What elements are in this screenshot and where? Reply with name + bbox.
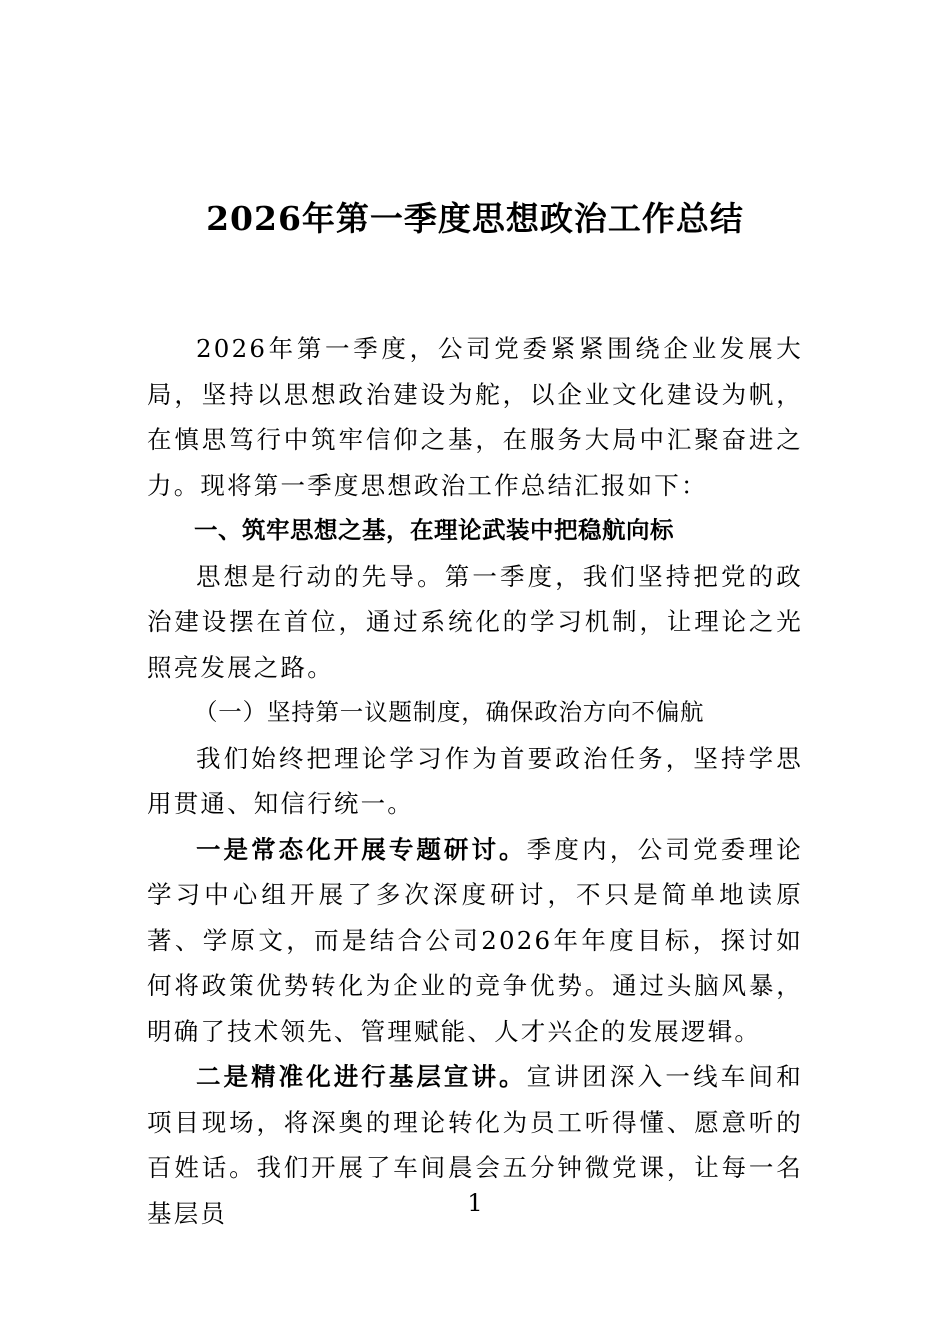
subsection-heading-1: （一）坚持第一议题制度，确保政治方向不偏航	[194, 698, 705, 726]
paragraph-text: 2026年第一季度，公司党委紧紧围绕企业发展大局，坚持以思想政治建设为舵，以企业文化建设为帆，在慎思笃行中筑牢信仰之基，在服务大局中汇聚奋进之力。现将第一季度思想政治工作总结汇报如下：	[147, 334, 803, 500]
section-heading-1: 一、筑牢思想之基，在理论武装中把稳航向标	[194, 516, 674, 544]
paragraph-text: 季度内，公司党委理论学习中心组开展了多次深度研讨，不只是简单地读原著、学原文，而是结合公司2026年年度目标，探讨如何将政策优势转化为企业的竞争优势。通过头脑风暴，明确了技术领先、管理赋能、人才兴企的发展逻辑。	[147, 834, 804, 1046]
document-title: 2026年第一季度思想政治工作总结	[206, 199, 744, 238]
intro-paragraph	[147, 326, 803, 508]
section-paragraph	[147, 554, 803, 691]
document-body	[147, 326, 803, 1236]
point-lead: 一是常态化开展专题研讨。	[196, 834, 527, 864]
subsection-paragraph	[147, 736, 803, 827]
point-lead: 二是精准化进行基层宣讲。	[196, 1062, 527, 1091]
paragraph-text: 思想是行动的先导。第一季度，我们坚持把党的政治建设摆在首位，通过系统化的学习机制，让理论之光照亮发展之路。	[147, 561, 803, 682]
page-number: 1	[467, 1189, 483, 1217]
paragraph-text: 我们始终把理论学习作为首要政治任务，坚持学思用贯通、知信行统一。	[147, 743, 803, 818]
paragraph-text: 宣讲团深入一线车间和项目现场，将深奥的理论转化为员工听得懂、愿意听的百姓话。我们开展了车间晨会五分钟微党课，让每一名基层员	[147, 1062, 804, 1228]
point-paragraph-1	[147, 827, 803, 1055]
